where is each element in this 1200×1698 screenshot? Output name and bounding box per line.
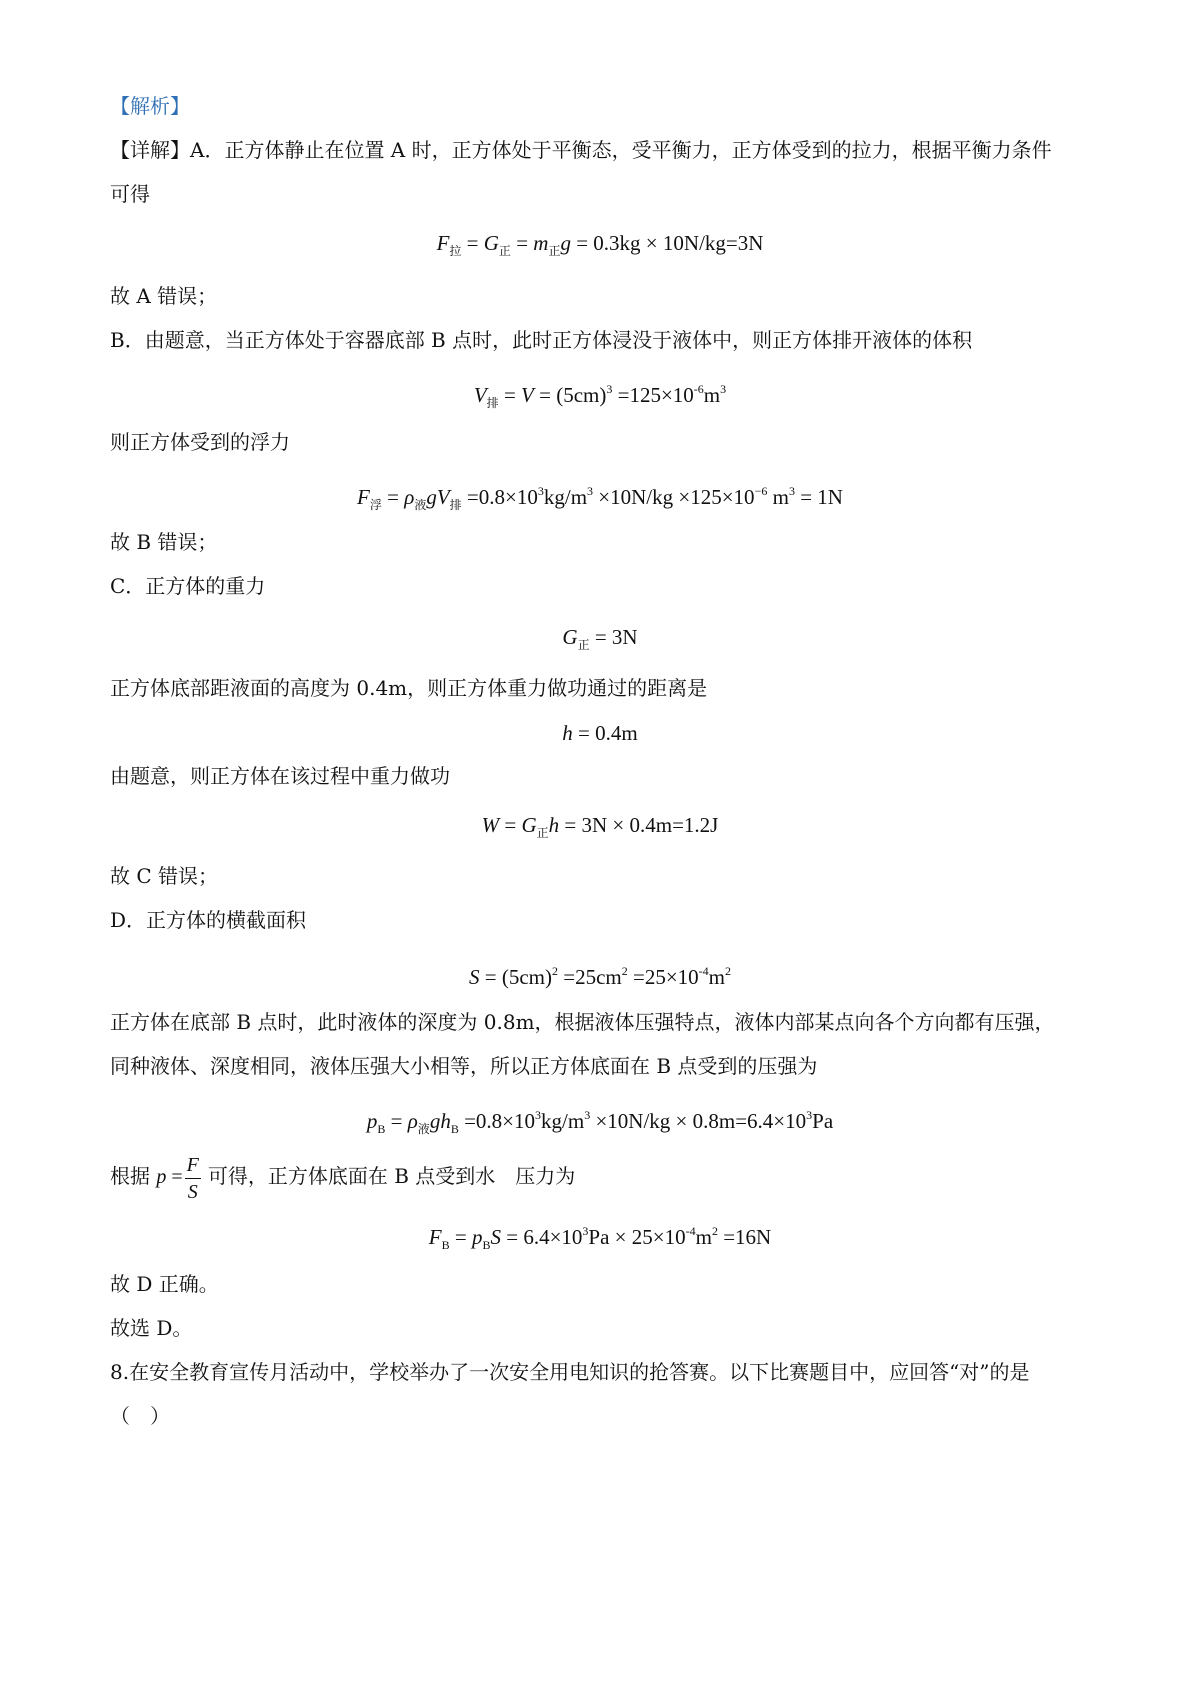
equation-1: $F_拉 = G_正 = m_正g = 0.3kg \times 10N/kg=3N$ xyxy=(436,231,764,258)
text-line-6: 故 B 错误； xyxy=(110,530,218,554)
text-line-10: 故 C 错误； xyxy=(110,864,219,888)
inline-equation-pressure: p = $\frac{F}{S}$ xyxy=(156,1153,199,1203)
text-line-14-prefix: 根据 xyxy=(110,1164,150,1188)
text-line-9: 由题意，则正方体在该过程中重力做功 xyxy=(110,764,450,788)
equation-7: $S = (5cm)^2 =25cm^2 =25\times 10^{-4}m^2$ xyxy=(468,964,732,989)
text-line-3: 故 A 错误； xyxy=(110,284,218,308)
equation-3: $F_浮 = \rho_液gV_排 =0.8\times 10^3kg/m^3 \times 10N/kg \times 125\times 10^{-6}$ $m^3 = 1N$ xyxy=(357,484,843,512)
equation-4: $G_正 = 3N$ xyxy=(562,625,638,652)
text-line-13: 同种液体、深度相同，液体压强大小相等，所以正方体底面在 B 点受到的压强为 xyxy=(110,1054,818,1078)
equation-8: $p_B = \rho_液gh_B =0.8\times 10^3kg/m^3 \times 10N/kg \times 0.8m=6.4\times 10^3Pa$ xyxy=(366,1108,834,1136)
section-heading: 【解析】 xyxy=(110,94,190,118)
text-line-15: 故 D 正确。 xyxy=(110,1272,219,1296)
question-8-text: 8.在安全教育宣传月活动中，学校举办了一次安全用电知识的抢答赛。以下比赛题目中，应回答“对”的是 xyxy=(110,1360,1030,1384)
equation-10: $F_B = p_BS = 6.4\times 10^3Pa \times 25\times 10^{-4}m^2 =16N$ xyxy=(428,1224,772,1252)
equation-5: h = 0.4m xyxy=(562,721,638,745)
equation-2: $V_排 = V = (5cm)^3 =125\times 10^{-6}m^3$ xyxy=(473,382,727,410)
text-line-14 xyxy=(110,1148,1100,1204)
text-line-7: C．正方体的重力 xyxy=(110,574,266,598)
text-line-4: B．由题意，当正方体处于容器底部 B 点时，此时正方体浸没于液体中，则正方体排开液体的体积 xyxy=(110,328,973,352)
text-line-2: 可得 xyxy=(110,182,150,206)
text-line-16: 故选 D。 xyxy=(110,1316,193,1340)
question-8-bracket: （ ） xyxy=(110,1404,170,1428)
text-line-5: 则正方体受到的浮力 xyxy=(110,430,290,454)
text-line-8: 正方体底部距液面的高度为 0.4m，则正方体重力做功通过的距离是 xyxy=(110,676,708,700)
equation-6: $W = G_正h = 3N \times 0.4m=1.2J$ xyxy=(481,813,719,840)
text-line-1: 【详解】A．正方体静止在位置 A 时，正方体处于平衡态，受平衡力，正方体受到的拉力，根据平衡力条件 xyxy=(110,138,1052,162)
text-line-12: 正方体在底部 B 点时，此时液体的深度为 0.8m，根据液体压强特点，液体内部某点向各个方向都有压强， xyxy=(110,1010,1055,1034)
text-line-14-suffix: 可得，正方体底面在 B 点受到水 压力为 xyxy=(207,1164,576,1188)
text-line-11: D．正方体的横截面积 xyxy=(110,908,307,932)
